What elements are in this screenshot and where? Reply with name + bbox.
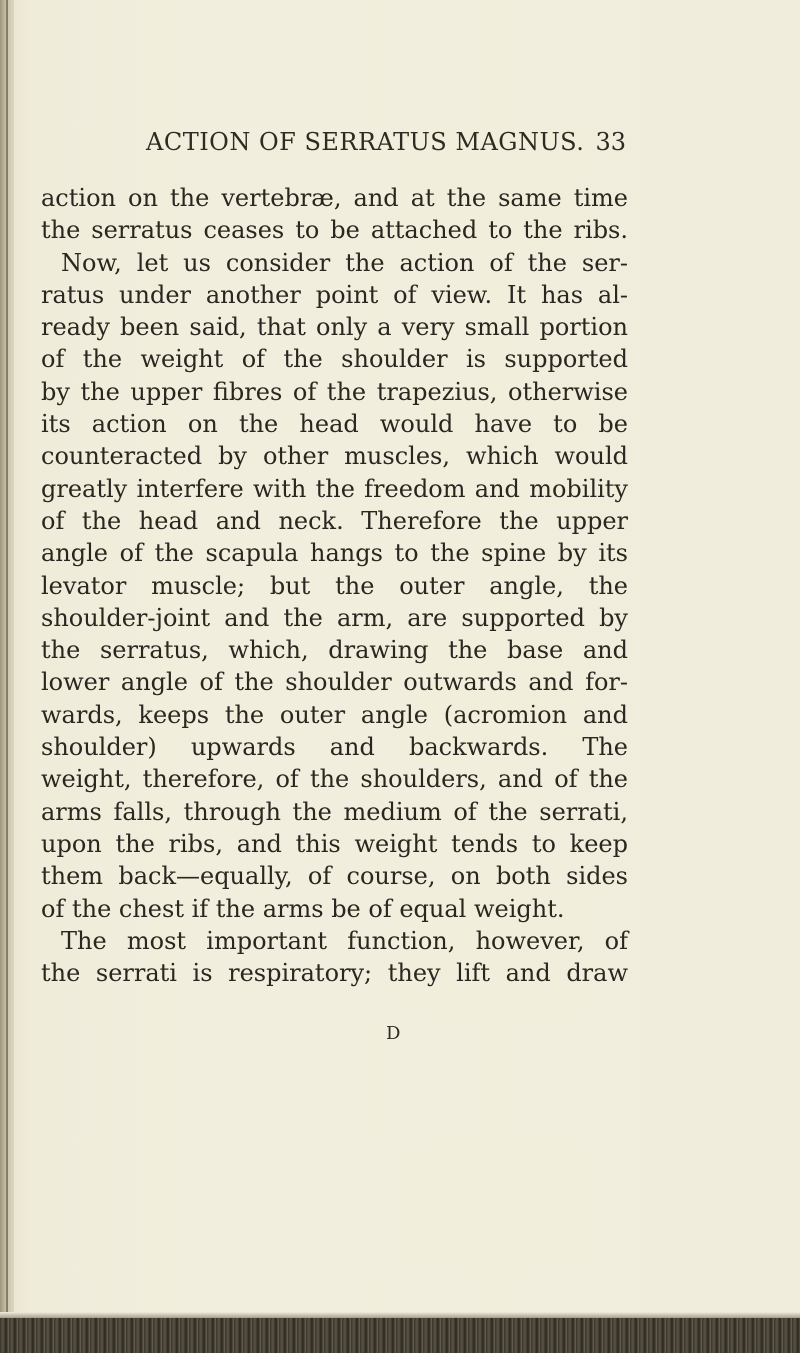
text-line: levator muscle; but the outer angle, the <box>41 571 628 600</box>
text-line: the serrati is respiratory; they lift and draw <box>41 959 628 988</box>
text-line: weight, therefore, of the shoulders, and of the <box>41 765 628 794</box>
text-line: action on the vertebræ, and at the same time <box>41 184 628 212</box>
text-line: greatly interfere with the freedom and mobility <box>41 474 628 503</box>
text-line: shoulder-joint and the arm, are supported by <box>41 603 628 632</box>
text-line: its action on the head would have to be <box>41 410 628 439</box>
text-line: the serratus, which, drawing the base and <box>41 636 628 665</box>
text-line: ready been said, that only a very small portion <box>41 313 628 342</box>
text-line: the serratus ceases to be attached to the ribs. <box>41 216 628 245</box>
body-text <box>41 182 628 989</box>
running-head: ACTION OF SERRATUS MAGNUS. <box>146 128 585 156</box>
text-line: angle of the scapula hangs to the spine by its <box>41 539 628 568</box>
text-line: arms falls, through the medium of the serrati, <box>41 797 628 826</box>
text-line: them back—equally, of course, on both sides <box>41 862 628 891</box>
text-line: by the upper fibres of the trapezius, otherwise <box>41 377 628 406</box>
text-line: upon the ribs, and this weight tends to keep <box>41 829 628 858</box>
text-line: counteracted by other muscles, which would <box>41 442 628 471</box>
text-line: of the chest if the arms be of equal weight. <box>41 894 565 923</box>
signature-mark: D <box>386 1023 401 1044</box>
page-bottom-edge <box>0 1318 800 1353</box>
text-line: of the head and neck. Therefore the upper <box>41 506 628 535</box>
text-line: ratus under another point of view. It has al- <box>41 280 628 309</box>
text-line: Now, let us consider the action of the ser- <box>61 248 628 277</box>
text-line: lower angle of the shoulder outwards and for- <box>41 668 628 697</box>
page-number: 33 <box>595 128 626 156</box>
binding-shadow-line <box>6 0 8 1353</box>
text-line: of the weight of the shoulder is supported <box>41 345 628 374</box>
text-line: The most important function, however, of <box>61 926 628 955</box>
text-line: wards, keeps the outer angle (acromion and <box>41 700 628 729</box>
text-line: shoulder) upwards and backwards. The <box>41 733 628 762</box>
